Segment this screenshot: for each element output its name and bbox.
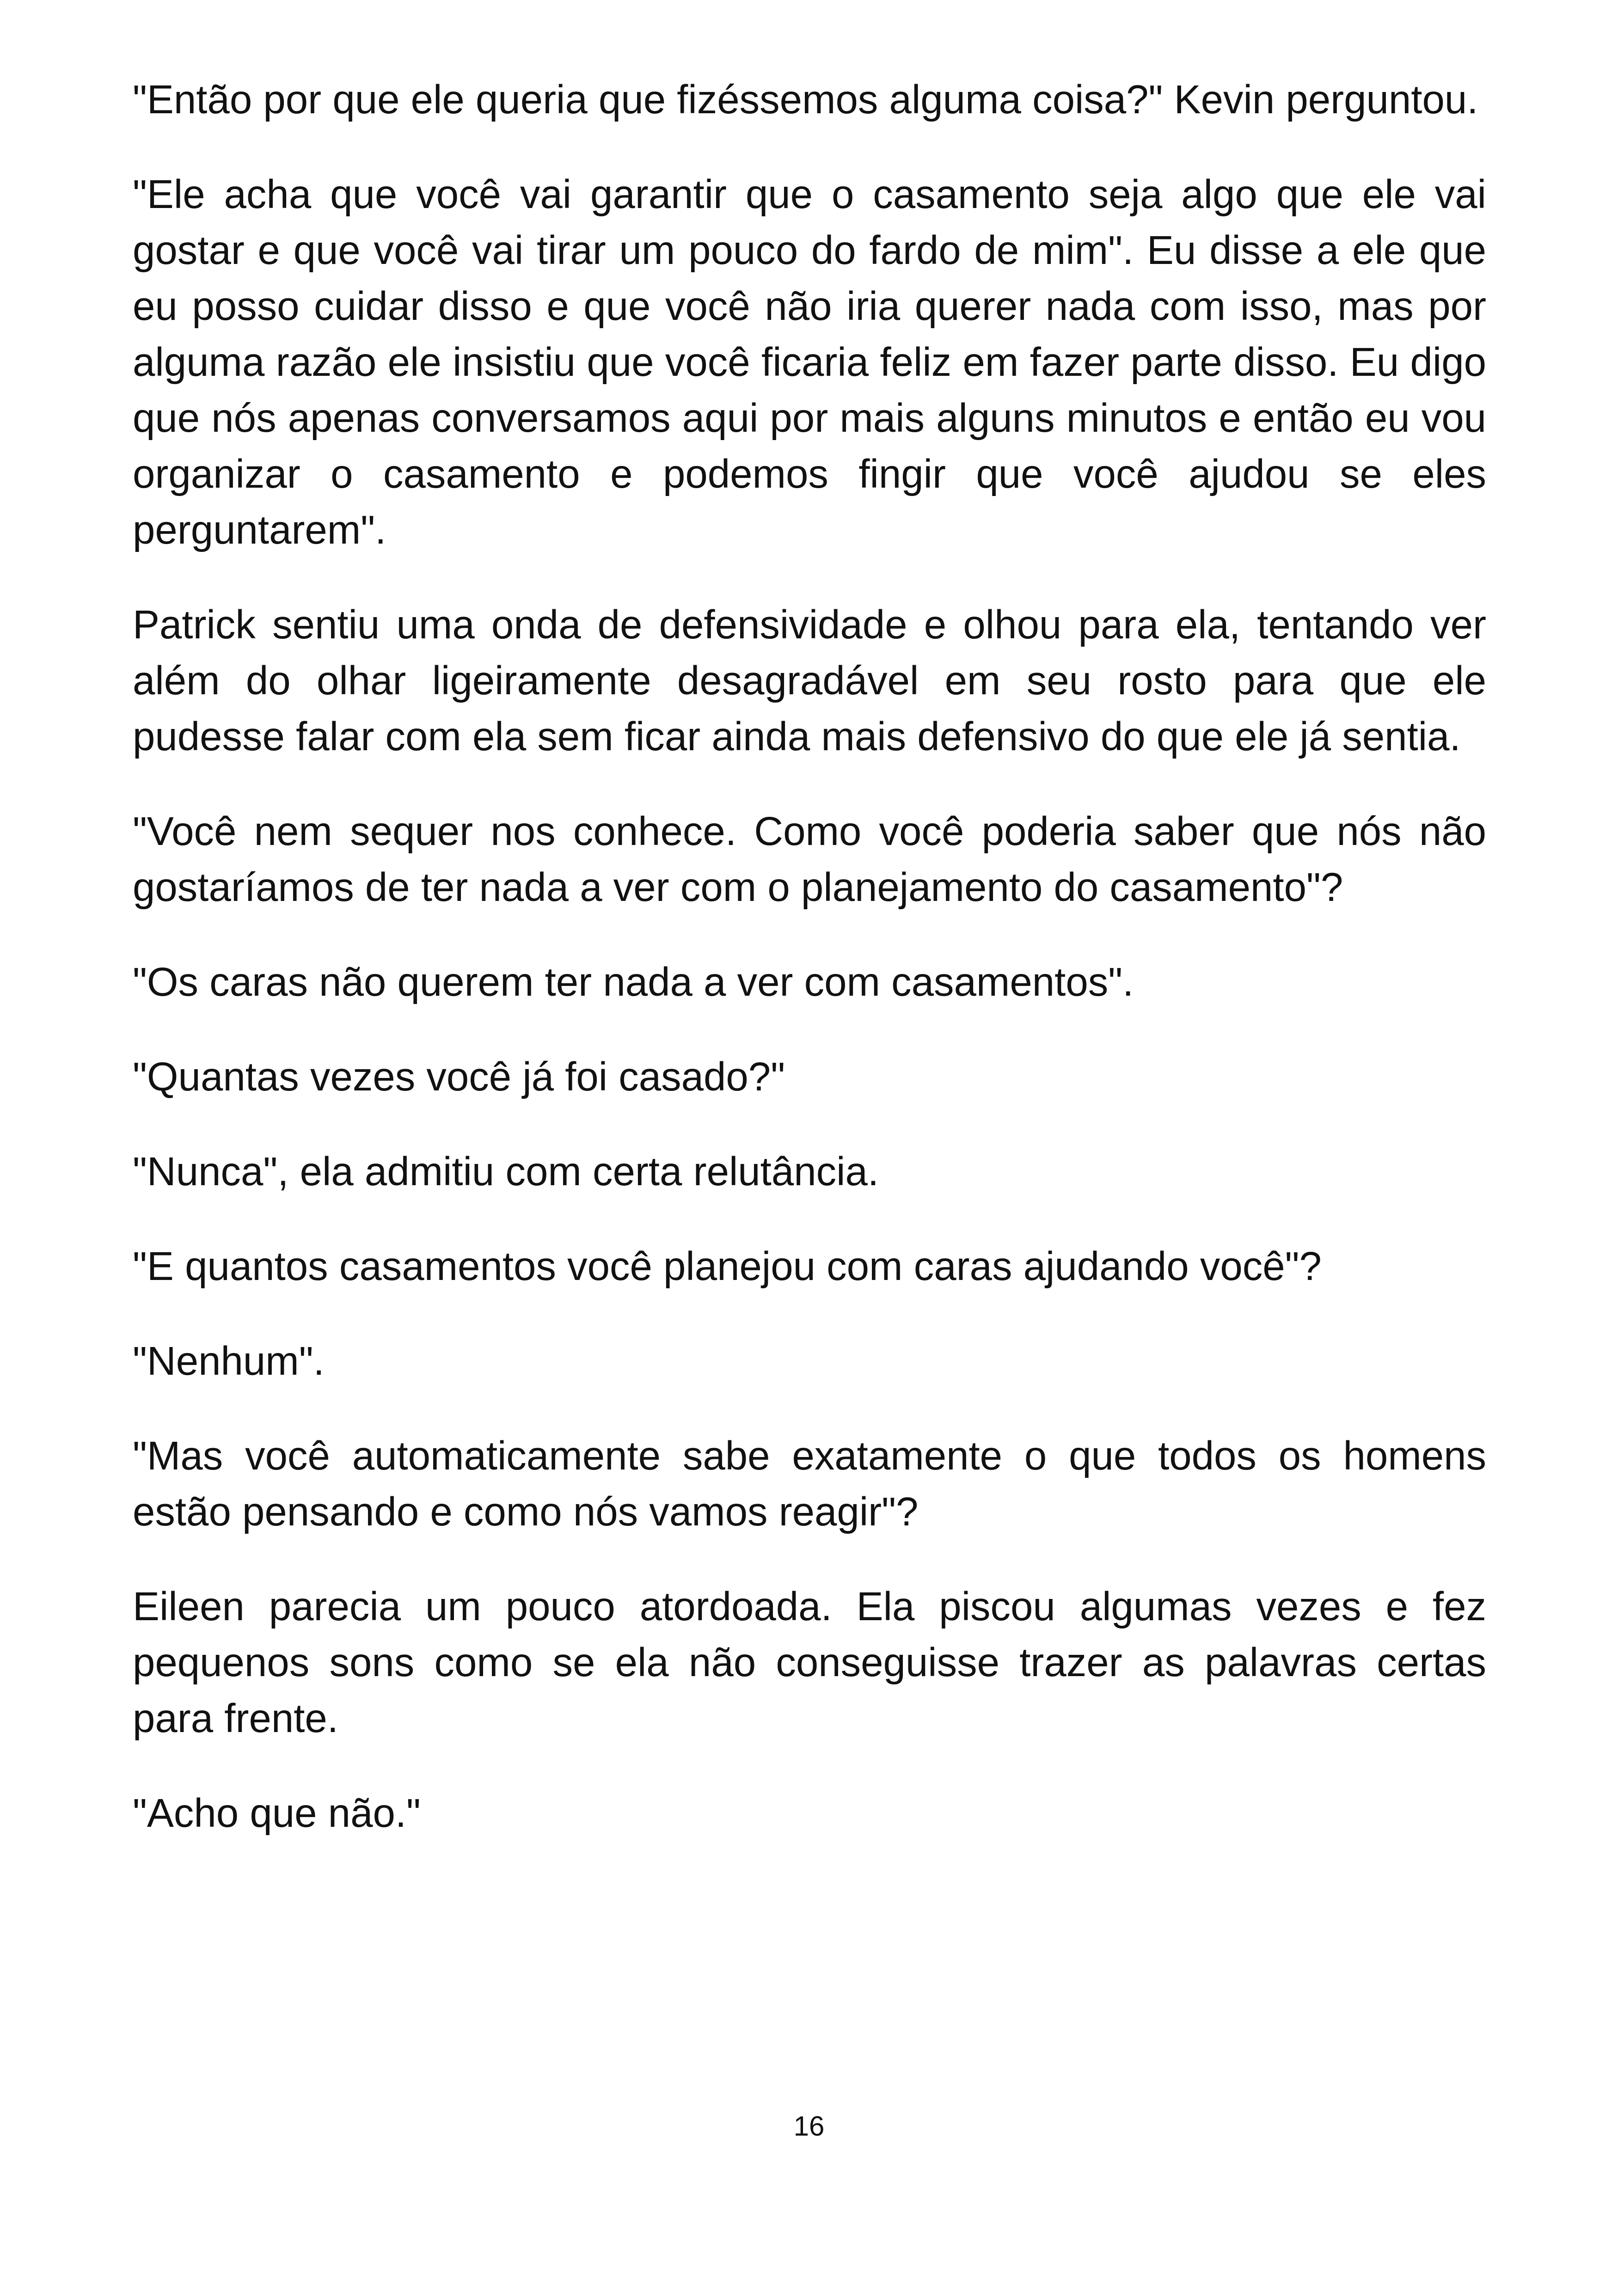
paragraph: "Mas você automaticamente sabe exatamente o que todos os homens estão pensando e como nós vamos reagir"? (133, 1433, 1486, 1534)
paragraph: "Os caras não querem ter nada a ver com casamentos". (133, 960, 1134, 1004)
paragraph: Patrick sentiu uma onda de defensividade e olhou para ela, tentando ver além do olhar ligeiramente desagradável em seu rosto para que ele pudesse falar com ela sem ficar ainda mais defensivo do que ele já sentia. (133, 602, 1486, 759)
paragraph: "Acho que não." (133, 1791, 421, 1836)
paragraph: "Ele acha que você vai garantir que o casamento seja algo que ele vai gostar e que você vai tirar um pouco do fardo de mim". Eu disse a ele que eu posso cuidar disso e que você não iria querer nada com isso, mas por alguma razão ele insistiu que você ficaria feliz em fazer parte disso. Eu digo que nós apenas conversamos aqui por mais alguns minutos e então eu vou organizar o casamento e podemos fingir que você ajudou se eles perguntarem". (133, 172, 1486, 552)
body-text (133, 72, 1486, 1880)
paragraph: "Nunca", ela admitiu com certa relutância. (133, 1149, 879, 1194)
page-number: 16 (793, 2111, 825, 2142)
paragraph: "E quantos casamentos você planejou com caras ajudando você"? (133, 1244, 1322, 1289)
paragraph: Eileen parecia um pouco atordoada. Ela piscou algumas vezes e fez pequenos sons como se ela não conseguisse trazer as palavras certas para frente. (133, 1584, 1486, 1741)
paragraph: "Você nem sequer nos conhece. Como você poderia saber que nós não gostaríamos de ter nada a ver com o planejamento do casamento"? (133, 809, 1486, 910)
paragraph: "Então por que ele queria que fizéssemos alguma coisa?" Kevin perguntou. (133, 77, 1478, 122)
paragraph: "Nenhum". (133, 1339, 325, 1384)
paragraph: "Quantas vezes você já foi casado?" (133, 1054, 785, 1099)
